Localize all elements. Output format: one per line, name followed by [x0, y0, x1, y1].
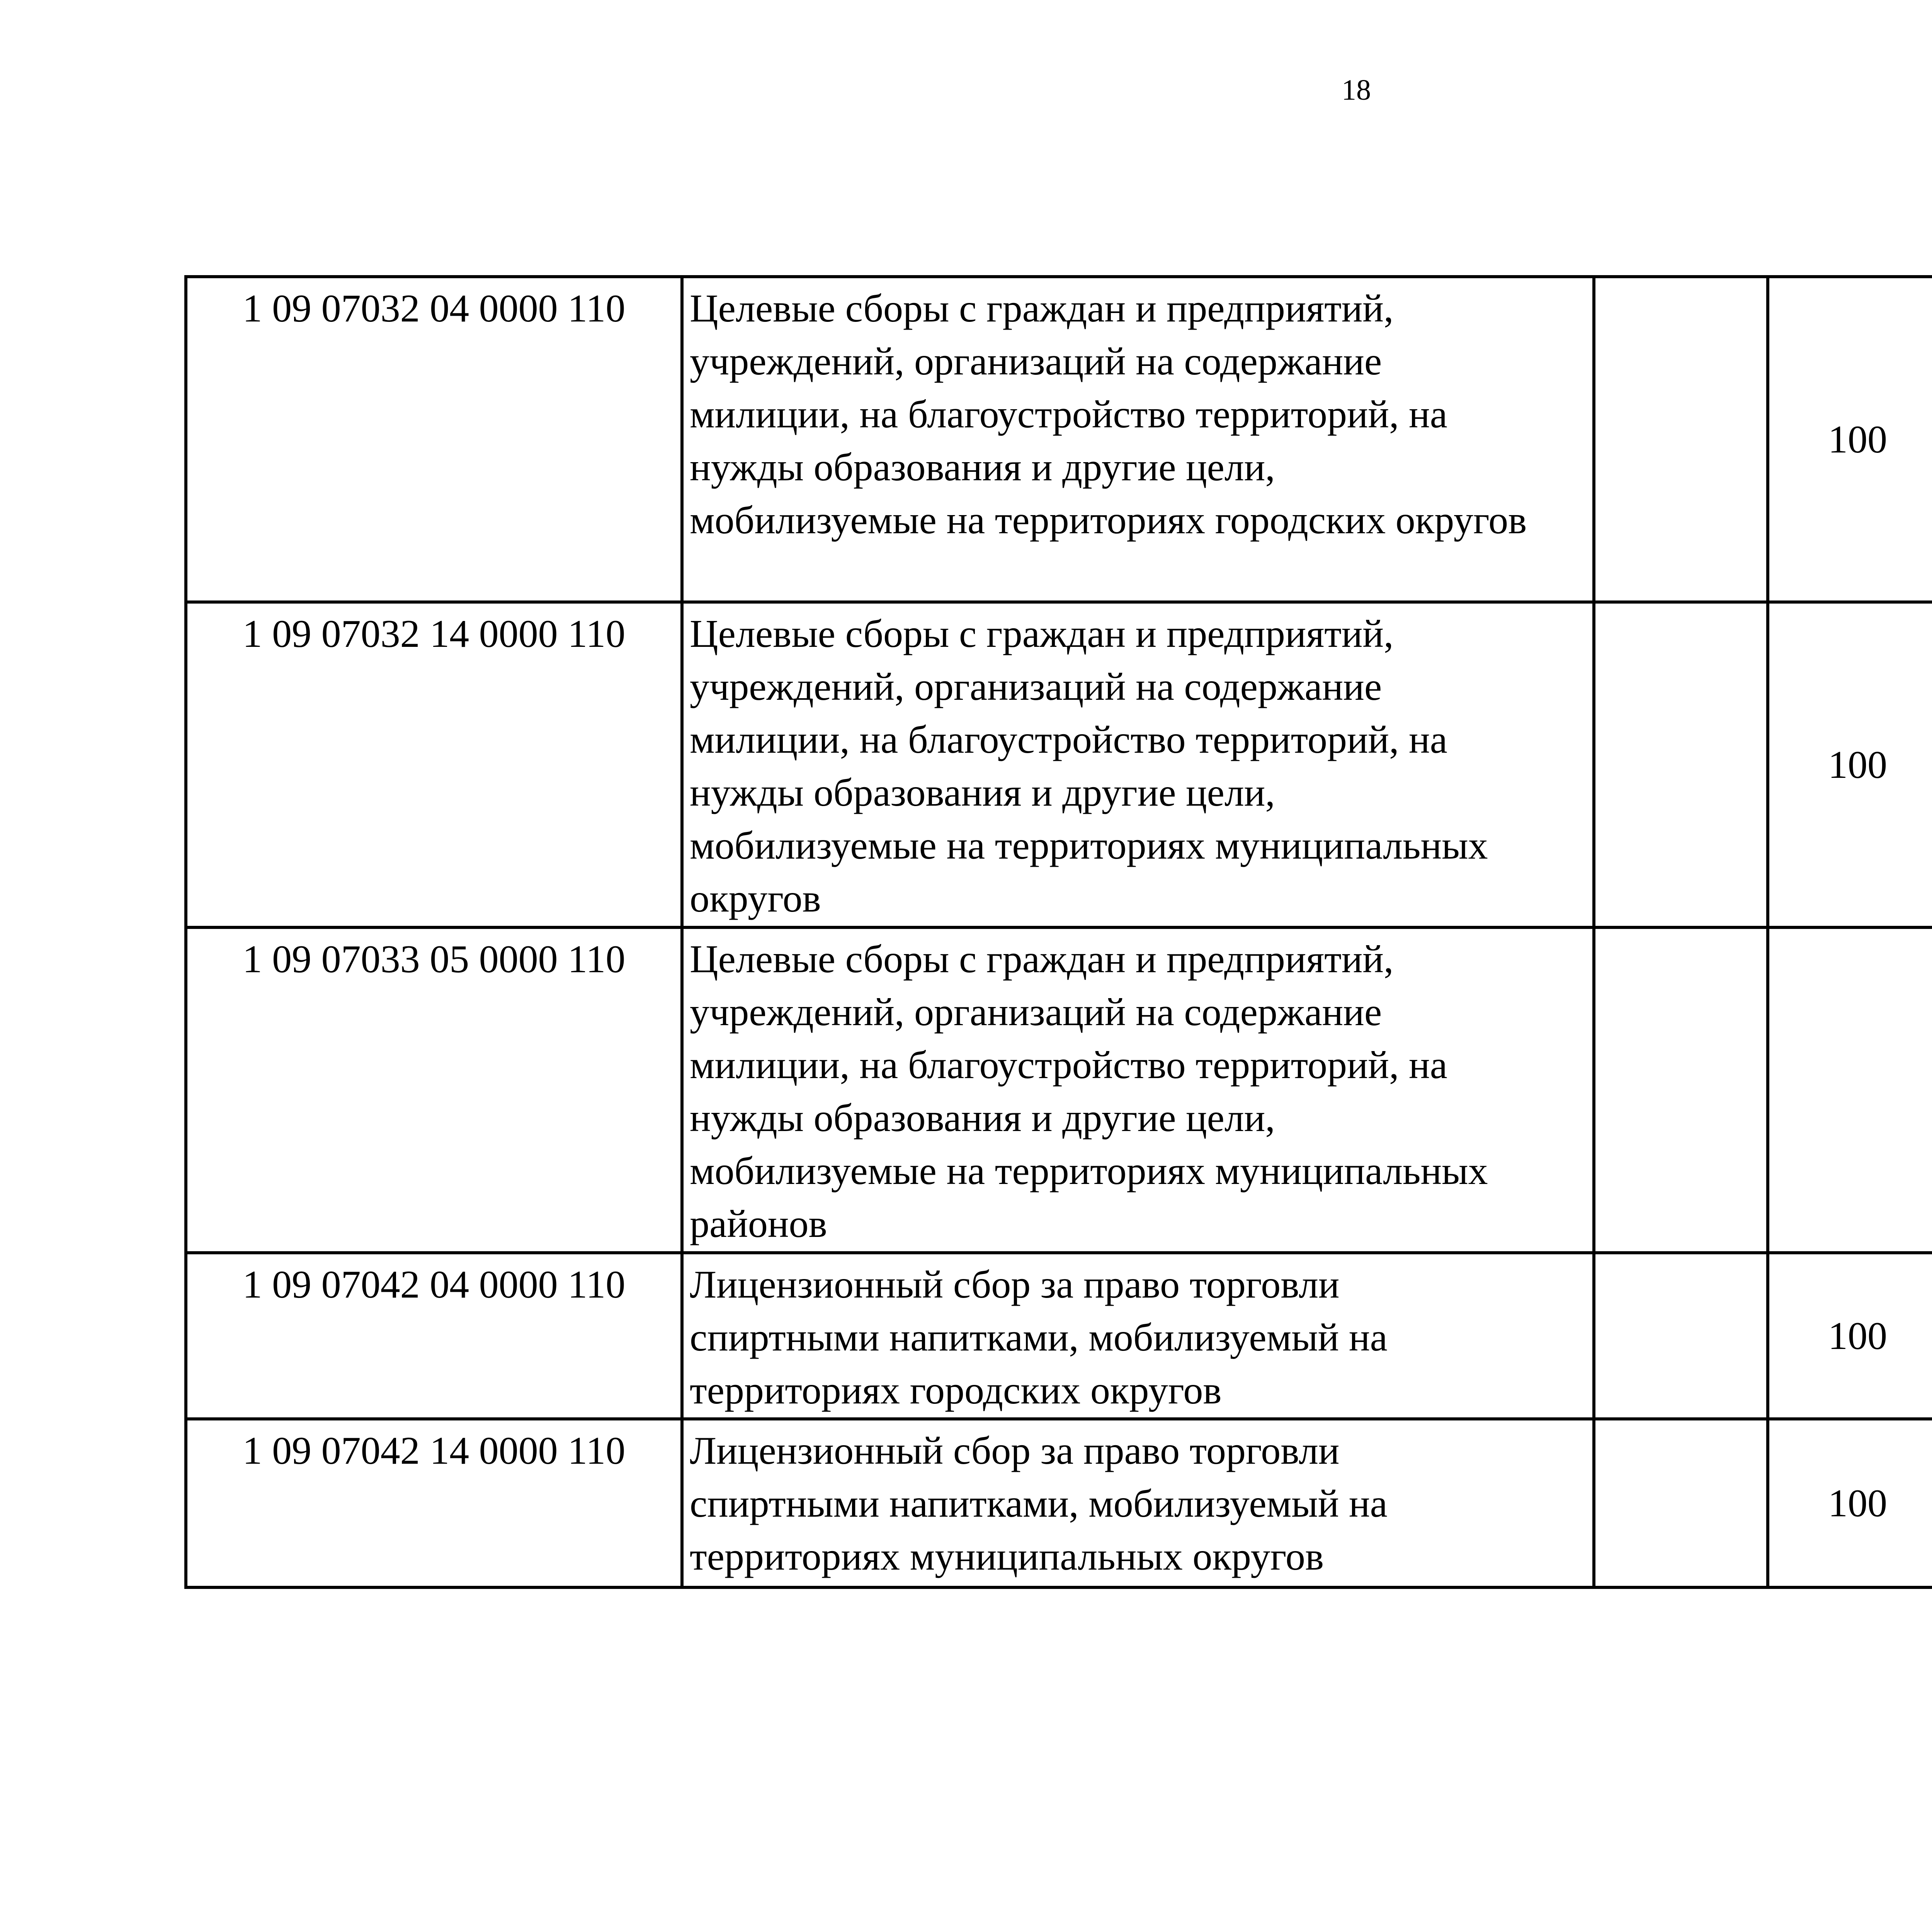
description-line: территориях городских округов [690, 1369, 1222, 1412]
description-line: Лицензионный сбор за право торговли [690, 1263, 1340, 1306]
value-cell: 100 [1768, 277, 1932, 602]
budget-code: 1 09 07042 14 0000 110 [186, 1419, 682, 1587]
value-cell [1594, 277, 1768, 602]
value-cell [1594, 927, 1768, 1253]
description-line: милиции, на благоустройство территорий, на [690, 1043, 1447, 1087]
revenue-table [184, 275, 1932, 1589]
value-cell [1768, 927, 1932, 1253]
description [682, 1419, 1594, 1587]
budget-code: 1 09 07032 04 0000 110 [186, 277, 682, 602]
table-row [186, 602, 1932, 927]
table-row [186, 927, 1932, 1253]
description-line: Целевые сборы с граждан и предприятий, [690, 612, 1394, 656]
page-number: 18 [1342, 74, 1371, 106]
description-line: мобилизуемые на территориях муниципальных [690, 1149, 1488, 1193]
description-line: Лицензионный сбор за право торговли [690, 1429, 1340, 1473]
value-cell [1594, 1419, 1768, 1587]
description-line: территориях муниципальных округов [690, 1535, 1324, 1579]
value-cell: 100 [1768, 1253, 1932, 1419]
description-line: милиции, на благоустройство территорий, на [690, 718, 1447, 762]
description-line: округов [690, 877, 821, 920]
description-line: нужды образования и другие цели, [690, 1096, 1275, 1140]
budget-code: 1 09 07042 04 0000 110 [186, 1253, 682, 1419]
description-line: учреждений, организаций на содержание [690, 340, 1382, 383]
budget-code: 1 09 07033 05 0000 110 [186, 927, 682, 1253]
budget-code: 1 09 07032 14 0000 110 [186, 602, 682, 927]
description-line: Целевые сборы с граждан и предприятий, [690, 287, 1394, 330]
description-line: нужды образования и другие цели, [690, 771, 1275, 815]
description-line: спиртными напитками, мобилизуемый на [690, 1482, 1388, 1526]
description [682, 277, 1594, 602]
value-cell: 100 [1768, 602, 1932, 927]
value-cell [1594, 602, 1768, 927]
description-line: спиртными напитками, мобилизуемый на [690, 1316, 1388, 1359]
description [682, 602, 1594, 927]
description-line: мобилизуемые на территориях муниципальных [690, 824, 1488, 867]
value-cell: 100 [1768, 1419, 1932, 1587]
description-line: учреждений, организаций на содержание [690, 665, 1382, 709]
value-cell [1594, 1253, 1768, 1419]
description-line: Целевые сборы с граждан и предприятий, [690, 937, 1394, 981]
description-line: мобилизуемые на территориях городских округов [690, 498, 1527, 542]
description [682, 927, 1594, 1253]
description [682, 1253, 1594, 1419]
description-line: учреждений, организаций на содержание [690, 990, 1382, 1034]
table-row [186, 1253, 1932, 1419]
description-line: районов [690, 1202, 827, 1246]
description-line: милиции, на благоустройство территорий, на [690, 393, 1447, 436]
table-row [186, 1419, 1932, 1587]
description-line: нужды образования и другие цели, [690, 446, 1275, 489]
table-row [186, 277, 1932, 602]
